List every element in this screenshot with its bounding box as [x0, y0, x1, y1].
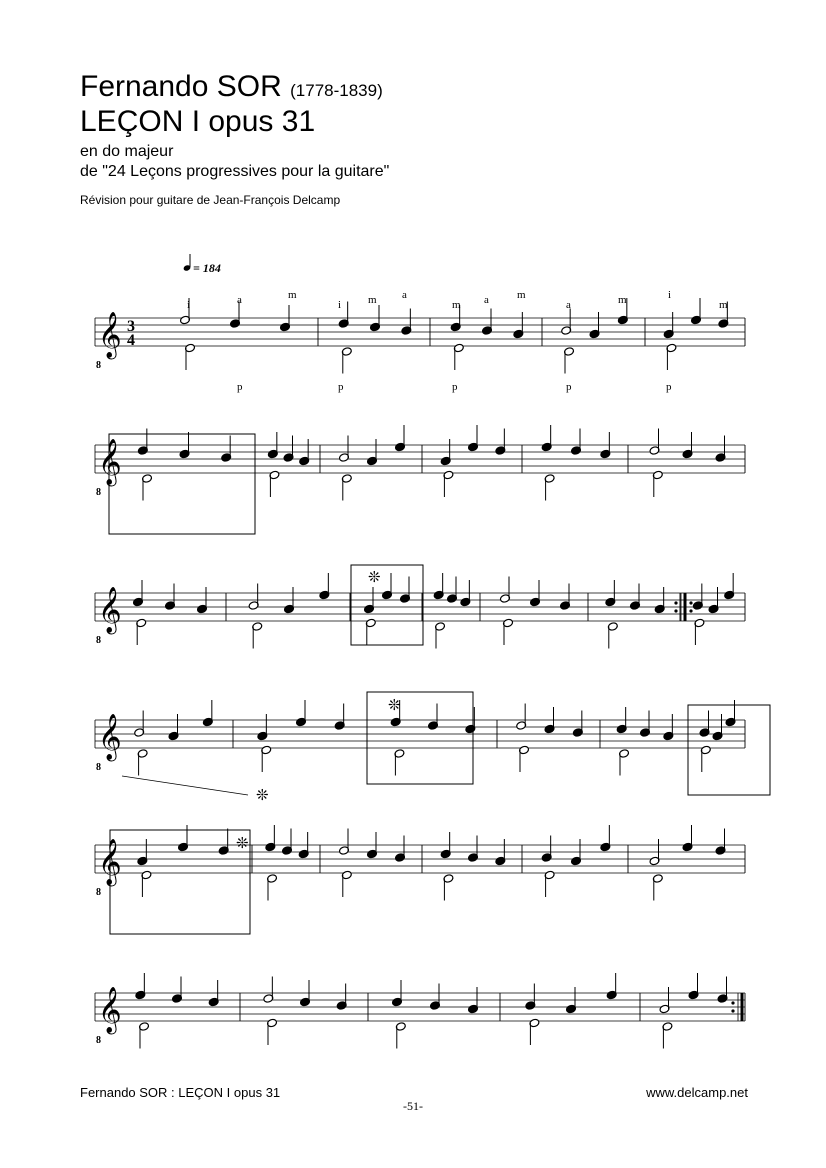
note: [495, 429, 506, 456]
note: [640, 711, 651, 738]
note: [544, 474, 555, 501]
note: [443, 874, 454, 901]
thumb-label: p: [452, 381, 458, 393]
note: [699, 711, 710, 738]
note: [541, 425, 552, 452]
clef-octave-mark: 8: [96, 487, 101, 498]
highlight-box: [351, 565, 423, 645]
thumb-label: p: [666, 381, 672, 393]
repeat-dot: [731, 1009, 734, 1012]
staff-system-4: [95, 714, 745, 773]
note: [137, 749, 148, 776]
thumb-label: p: [237, 381, 243, 393]
clef-octave-mark: 8: [96, 1035, 101, 1046]
fingering-label: m: [452, 299, 461, 311]
fingering-label: m: [618, 294, 627, 306]
work-title: LEÇON I opus 31: [80, 105, 316, 138]
clef-octave-mark: 8: [96, 762, 101, 773]
note: [500, 577, 511, 604]
note: [341, 347, 352, 374]
note: [652, 874, 663, 901]
treble-clef: 𝄞: [98, 312, 122, 357]
note: [525, 984, 536, 1011]
fingering-label: a: [566, 299, 571, 311]
tempo-marking: [183, 254, 221, 275]
note: [221, 436, 232, 463]
thumb-label: p: [338, 381, 344, 393]
note: [666, 343, 677, 370]
clef-octave-mark: 8: [96, 635, 101, 646]
fingering-label: a: [237, 294, 242, 306]
revision-credit: Révision pour guitare de Jean-François Delcamp: [80, 193, 341, 207]
note: [263, 977, 274, 1004]
note: [282, 829, 293, 856]
staff-system-5: [95, 839, 745, 898]
treble-clef: 𝄞: [98, 839, 122, 884]
note: [139, 1022, 150, 1049]
note: [692, 584, 703, 611]
staff-system-1: [95, 312, 745, 371]
annotation-symbol: ❊: [388, 698, 401, 714]
note: [339, 829, 350, 856]
note: [700, 745, 711, 772]
composer-name: Fernando SOR: [80, 70, 282, 103]
staff-system-2: [95, 439, 745, 498]
footer-website: www.delcamp.net: [646, 1085, 748, 1100]
footer-title: Fernando SOR : LEÇON I opus 31: [80, 1085, 281, 1100]
note: [142, 474, 153, 501]
note: [529, 1018, 540, 1045]
fingering-label: i: [668, 289, 672, 301]
repeat-dot: [731, 1001, 734, 1004]
note: [468, 836, 479, 863]
note: [619, 749, 630, 776]
note: [336, 984, 347, 1011]
note: [261, 745, 272, 772]
note: [724, 573, 735, 600]
note: [165, 584, 176, 611]
note: [572, 711, 583, 738]
note: [435, 622, 446, 649]
note: [401, 309, 412, 336]
note: [453, 343, 464, 370]
note: [135, 973, 146, 1000]
fingering-label: a: [402, 289, 407, 301]
highlight-box: [109, 434, 255, 534]
note: [571, 429, 582, 456]
note: [319, 573, 330, 600]
note: [185, 343, 196, 370]
note: [717, 977, 728, 1004]
note: [265, 825, 276, 852]
repeat-dot: [674, 601, 677, 604]
repeat-dot: [674, 609, 677, 612]
note: [341, 870, 352, 897]
page-number: -51-: [403, 1099, 423, 1113]
note: [468, 425, 479, 452]
note: [382, 573, 393, 600]
treble-clef: 𝄞: [98, 987, 122, 1032]
note: [443, 470, 454, 497]
note: [715, 436, 726, 463]
note: [433, 573, 444, 600]
note: [688, 973, 699, 1000]
music-content: [109, 289, 770, 1049]
annotation-symbol: ❊: [236, 836, 249, 852]
note: [202, 700, 213, 727]
note: [606, 973, 617, 1000]
note: [341, 474, 352, 501]
treble-clef: 𝄞: [98, 714, 122, 759]
note: [519, 745, 530, 772]
annotation-symbol: ❊: [256, 788, 269, 804]
time-signature-top: 3: [127, 318, 135, 335]
note: [248, 584, 259, 611]
key-line: en do majeur: [80, 143, 174, 160]
composer-dates: (1778-1839): [290, 81, 383, 100]
note: [283, 436, 294, 463]
fingering-label: a: [484, 294, 489, 306]
fingering-label: m: [288, 289, 297, 301]
note: [541, 836, 552, 863]
note: [218, 829, 229, 856]
slide-line: [122, 776, 248, 795]
highlight-box: [367, 692, 473, 784]
note: [395, 1022, 406, 1049]
note: [560, 584, 571, 611]
note: [503, 618, 514, 645]
treble-clef: 𝄞: [98, 439, 122, 484]
collection-line: de "24 Leçons progressives pour la guitare": [80, 163, 390, 180]
note: [561, 309, 572, 336]
note: [339, 436, 350, 463]
note: [394, 749, 405, 776]
staff-system-3: [95, 587, 745, 646]
repeat-dot: [689, 609, 692, 612]
note: [334, 704, 345, 731]
note: [365, 618, 376, 645]
clef-octave-mark: 8: [96, 887, 101, 898]
fingering-label: i: [338, 299, 342, 311]
note: [430, 984, 441, 1011]
note: [172, 977, 183, 1004]
note: [252, 622, 263, 649]
note: [269, 470, 280, 497]
note: [178, 825, 189, 852]
annotation-symbol: ❊: [368, 570, 381, 586]
tempo-text: = 184: [193, 261, 221, 275]
fingering-label: m: [368, 294, 377, 306]
note: [544, 870, 555, 897]
note: [267, 1018, 278, 1045]
note: [482, 309, 493, 336]
note: [134, 711, 145, 738]
note: [428, 704, 439, 731]
note: [652, 470, 663, 497]
clef-octave-mark: 8: [96, 360, 101, 371]
note: [516, 704, 527, 731]
time-signature-bottom: 4: [127, 332, 135, 349]
note: [630, 584, 641, 611]
note: [564, 347, 575, 374]
note: [447, 577, 458, 604]
note: [141, 870, 152, 897]
note: [649, 429, 660, 456]
note: [296, 700, 307, 727]
note: [694, 618, 705, 645]
fingering-label: m: [517, 289, 526, 301]
fingering-label: i: [187, 299, 191, 311]
note: [395, 425, 406, 452]
note: [662, 1022, 673, 1049]
note: [725, 700, 736, 727]
thumb-label: p: [566, 381, 572, 393]
note: [137, 429, 148, 456]
note: [400, 577, 411, 604]
fingering-label: m: [719, 299, 728, 311]
note: [136, 618, 147, 645]
note: [600, 825, 611, 852]
note: [682, 825, 693, 852]
staves: [95, 312, 745, 1046]
treble-clef: 𝄞: [98, 587, 122, 632]
note: [715, 829, 726, 856]
note: [267, 874, 278, 901]
note: [607, 622, 618, 649]
note: [395, 836, 406, 863]
note: [691, 298, 702, 325]
repeat-dot: [689, 601, 692, 604]
staff-system-6: [95, 987, 745, 1046]
